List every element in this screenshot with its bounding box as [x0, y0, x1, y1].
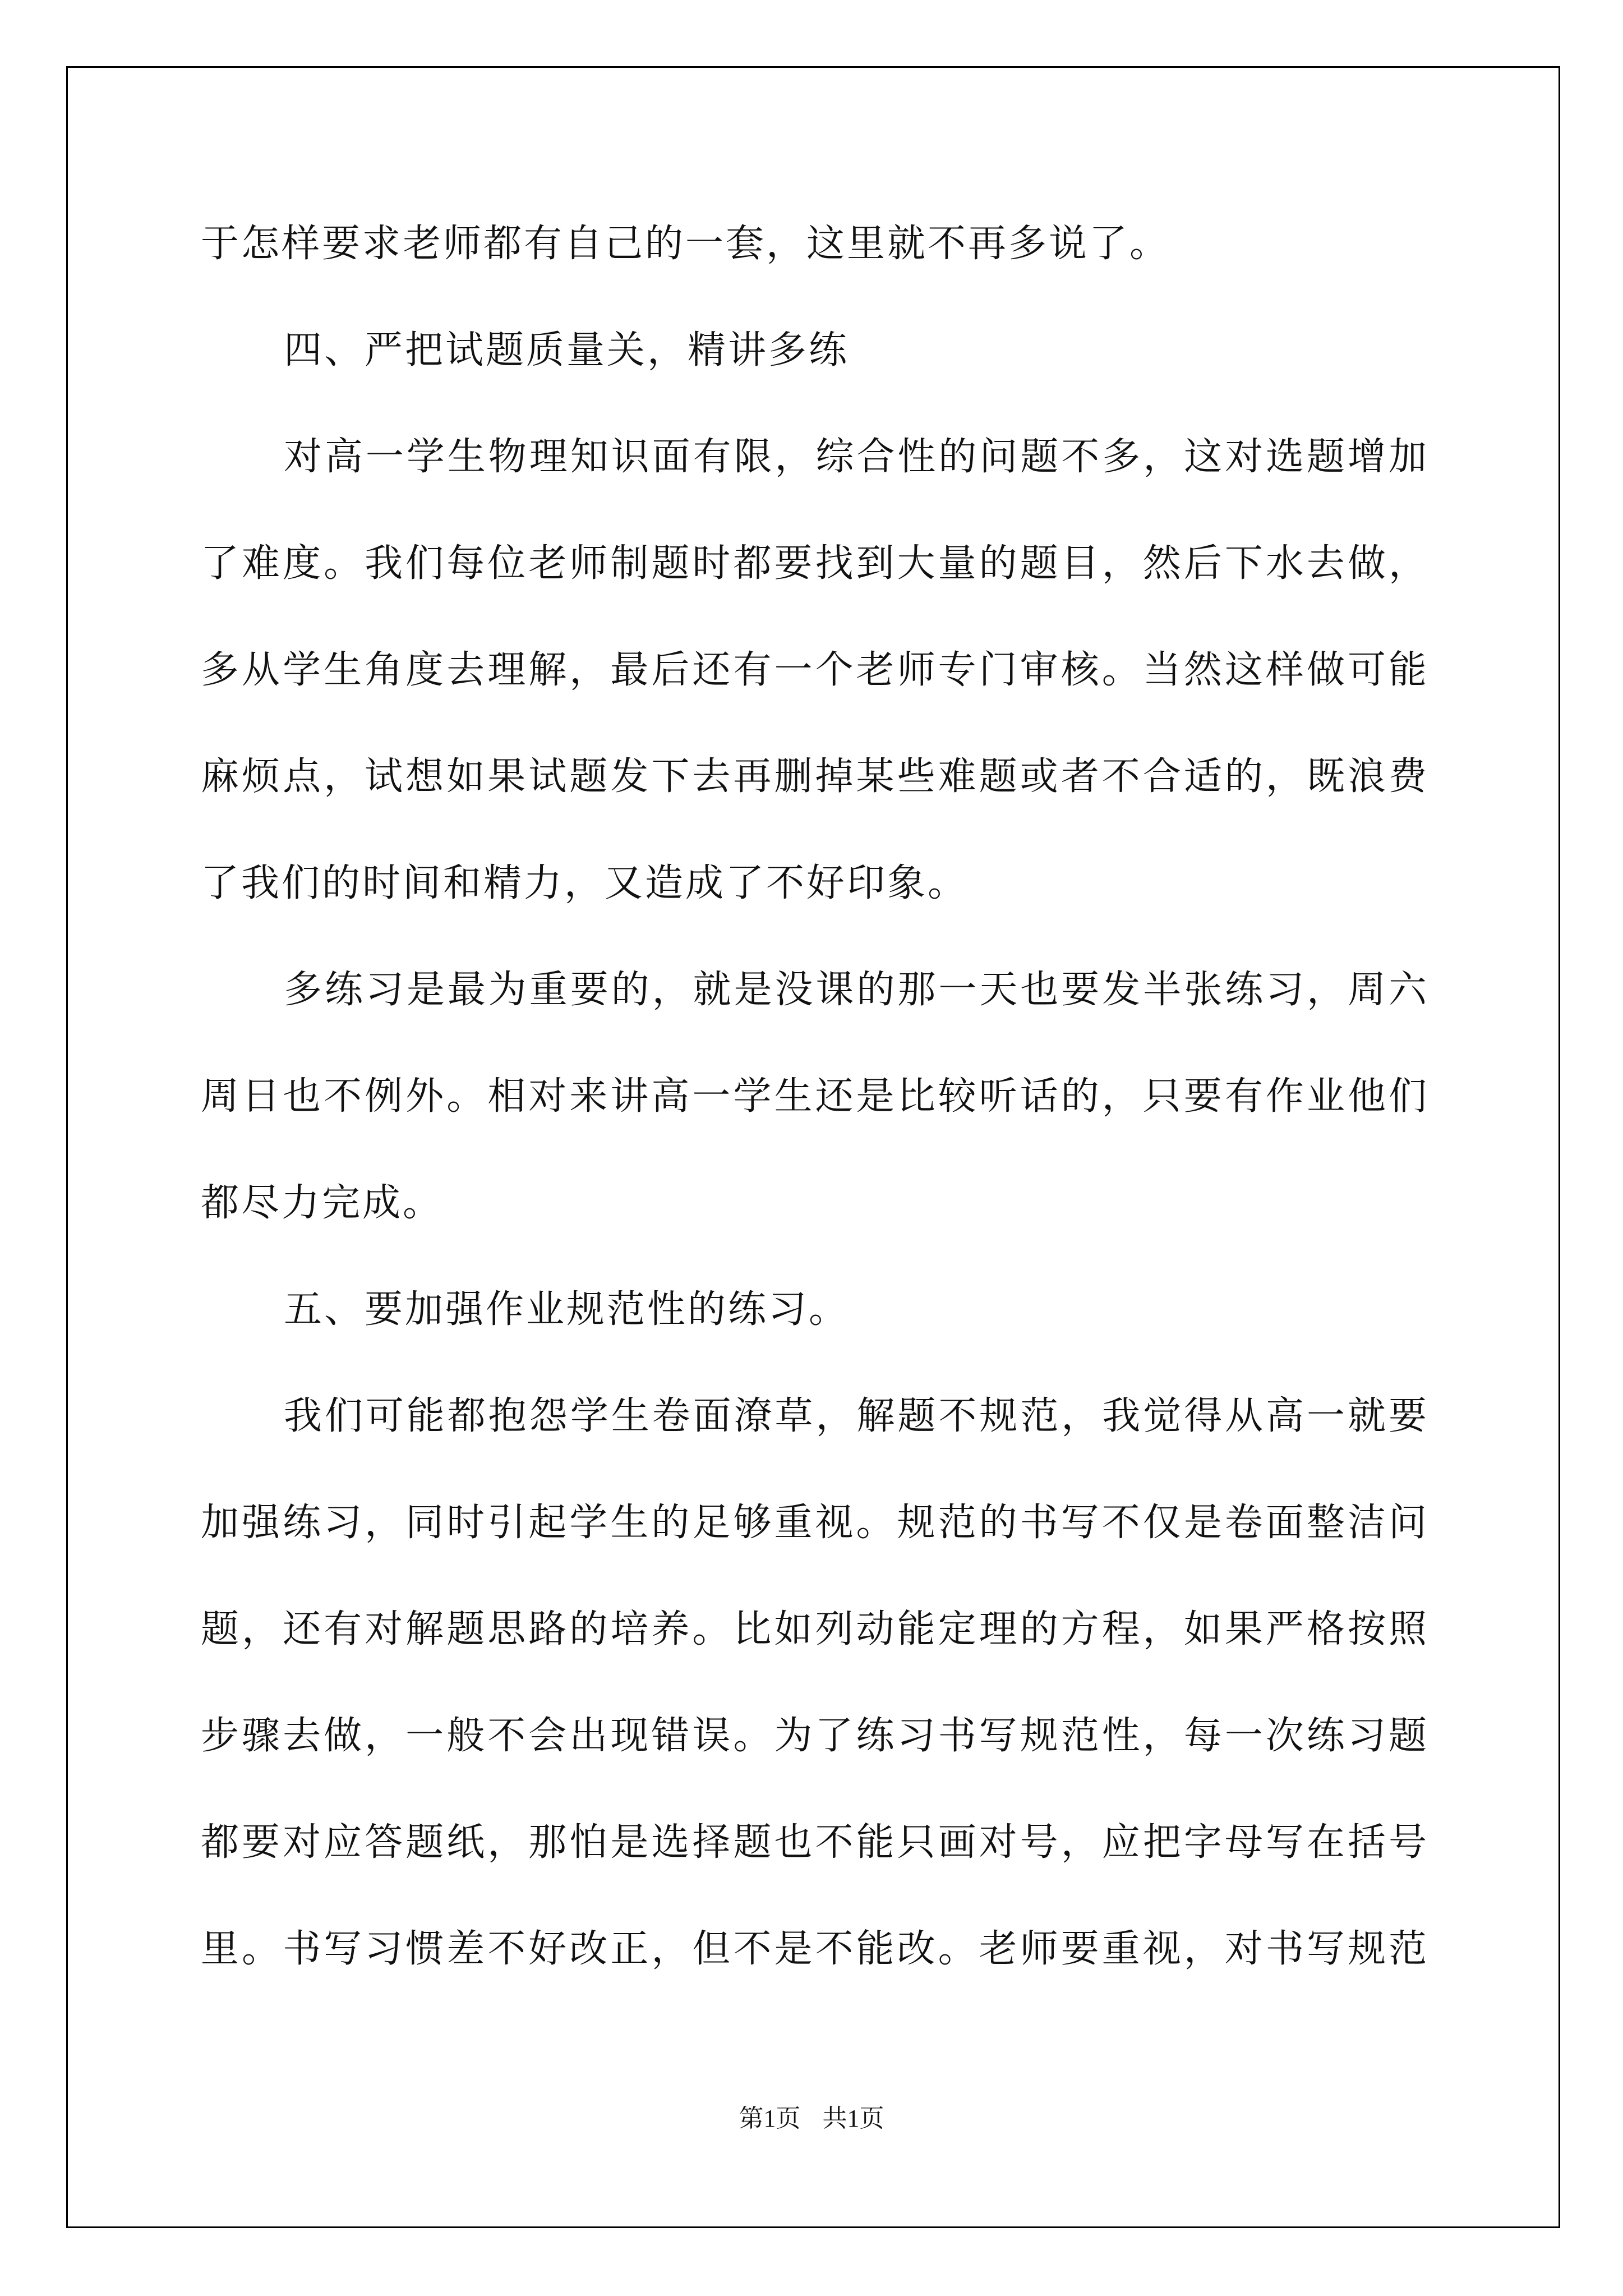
text-line-1: 于怎样要求老师都有自己的一套，这里就不再多说了。: [201, 222, 1170, 266]
page-number-total: 共1页: [822, 2105, 884, 2132]
text-line-7: 了我们的时间和精力，又造成了不好印象。: [201, 861, 969, 905]
text-line-15: 步骤去做，一般不会出现错误。为了练习书写规范性，每一次练习题: [201, 1714, 1429, 1758]
text-line-14: 题，还有对解题思路的培养。比如列动能定理的方程，如果严格按照: [201, 1607, 1429, 1651]
text-line-6: 麻烦点，试想如果试题发下去再删掉某些难题或者不合适的，既浪费: [201, 754, 1429, 799]
text-line-8: 多练习是最为重要的，就是没课的那一天也要发半张练习，周六: [284, 968, 1429, 1012]
section-heading-5: 五、要加强作业规范性的练习。: [284, 1287, 850, 1332]
page-number-current: 第1页: [739, 2105, 801, 2132]
text-line-16: 都要对应答题纸，那怕是选择题也不能只画对号，应把字母写在括号: [201, 1820, 1429, 1865]
section-heading-4: 四、严把试题质量关，精讲多练: [284, 328, 850, 372]
text-line-3: 对高一学生物理知识面有限，综合性的问题不多，这对选题增加: [284, 435, 1429, 479]
text-line-17: 里。书写习惯差不好改正，但不是不能改。老师要重视，对书写规范: [201, 1927, 1429, 1971]
text-line-4: 了难度。我们每位老师制题时都要找到大量的题目，然后下水去做，: [201, 541, 1429, 586]
text-line-12: 我们可能都抱怨学生卷面潦草，解题不规范，我觉得从高一就要: [284, 1394, 1429, 1438]
text-line-10: 都尽力完成。: [201, 1181, 444, 1225]
text-line-13: 加强练习，同时引起学生的足够重视。规范的书写不仅是卷面整洁问: [201, 1501, 1429, 1545]
text-line-5: 多从学生角度去理解，最后还有一个老师专门审核。当然这样做可能: [201, 648, 1429, 692]
page-footer: [0, 2098, 1623, 2134]
text-line-9: 周日也不例外。相对来讲高一学生还是比较听话的，只要有作业他们: [201, 1074, 1429, 1119]
document-body: [201, 216, 1429, 2028]
